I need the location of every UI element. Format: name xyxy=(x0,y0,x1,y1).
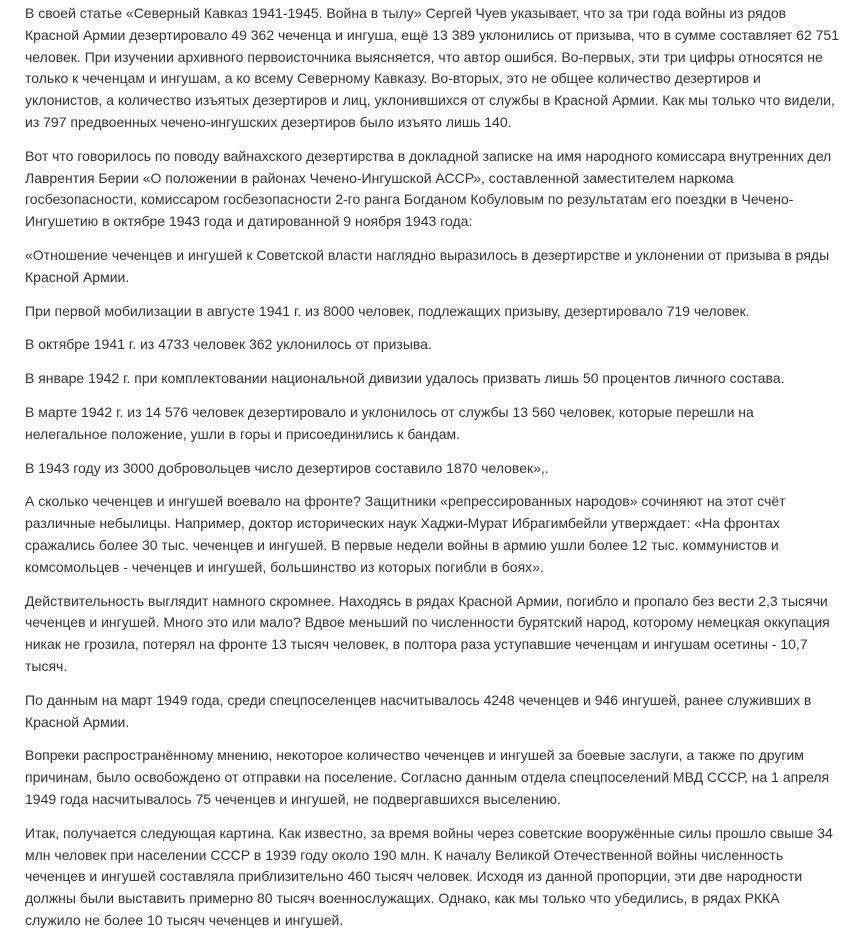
paragraph-conclusion: Итак, получается следующая картина. Как известно, за время войны через советские вооружённые силы прошло свыше 34 млн человек при населении СССР в 1939 году около 190 млн. К началу Великой Отечественной войны численность чеченцев и ингушей составляла приблизительно 460 тысяч человек. Исходя из данной пропорции, эти две народности должны были выставить примерно 80 тысяч военнослужащих. Однако, как мы только что убедились, в рядах РККА служило не более 10 тысяч чеченцев и ингушей. xyxy=(25,824,833,928)
paragraph-chuev-statistics: В своей статье «Северный Кавказ 1941-1945. Война в тылу» Сергей Чуев указывает, что за три года войны из рядов Красной Армии дезертировало 49 362 чеченца и ингуша, ещё 13 389 уклонились от призыва, что в сумме составляет 62 751 человек. При изучении архивного первоисточника выясняется, что автор ошибся. Во-первых, эти три цифры относятся не только к чеченцам и ингушам, а ко всему Северному Кавказу. Во-вторых, это не общее количество дезертиров и уклонистов, а количество изъятых дезертиров и лиц, уклонившихся от службы в Красной Армии. Как мы только что видели, из 797 предвоенных чечено-ингушских дезертиров было изъято лишь 140. xyxy=(25,5,839,130)
paragraph-quote-august-1941: При первой мобилизации в августе 1941 г. из 8000 человек, подлежащих призыву, дезертировало 719 человек. xyxy=(25,302,750,319)
paragraph-quote-january-1942: В январе 1942 г. при комплектовании национальной дивизии удалось призвать лишь 50 процентов личного состава. xyxy=(25,370,785,387)
paragraph-quote-march-1942: В марте 1942 г. из 14 576 человек дезертировало и уклонилось от службы 13 560 человек, которые перешли на нелегальное положение, ушли в горы и присоединились к бандам. xyxy=(25,403,754,442)
paragraph-quote-october-1941: В октябре 1941 г. из 4733 человек 362 уклонилось от призыва. xyxy=(25,336,432,353)
paragraph-exemptions: Вопреки распространённому мнению, некоторое количество чеченцев и ингушей за боевые заслуги, а также по другим причинам, было освобождено от отправки на поселение. Согласно данным отдела спецпоселений МВД СССР, на 1 апреля 1949 года насчитывалось 75 чеченцев и ингушей, не подвергавшихся выселению. xyxy=(25,747,830,807)
paragraph-quote-1943: В 1943 году из 3000 добровольцев число дезертиров составило 1870 человек»,. xyxy=(25,459,549,476)
paragraph-front-question: А сколько чеченцев и ингушей воевало на фронте? Защитники «репрессированных народов» сочиняют на этот счёт различные небылицы. Например, доктор исторических наук Хаджи-Мурат Ибрагимбейли утверждает: «На фронтах сражались более 30 тыс. чеченцев и ингушей. В первые недели войны в армию ушли более 12 тыс. коммунистов и комсомольцев - чеченцев и ингушей, большинство из которых погибли в боях». xyxy=(25,493,786,575)
paragraph-kobulov-report-intro: Вот что говорилось по поводу вайнахского дезертирства в докладной записке на имя народного комиссара внутренних дел Лаврентия Берии «О положении в районах Чечено-Ингушской АССР», составленной заместителем наркома госбезопасности, комиссаром госбезопасности 2-го ранга Богданом Кобуловым по результатам его поездки в Чечено-Ингушетию в октябре 1943 года и датированной 9 ноября 1943 года: xyxy=(25,147,832,230)
paragraph-quote-attitude: «Отношение чеченцев и ингушей к Советской власти наглядно выразилось в дезертирстве и уклонении от призыва в ряды Красной Армии. xyxy=(25,246,830,285)
paragraph-march-1949-data: По данным на март 1949 года, среди спецпоселенцев насчитывалось 4248 чеченцев и 946 ингушей, ранее служивших в Красной Армии. xyxy=(25,691,812,730)
paragraph-reality-losses: Действительность выглядит намного скромнее. Находясь в рядах Красной Армии, погибло и пропало без вести 2,3 тысячи чеченцев и ингушей. Много это или мало? Вдвое меньший по численности бурятский народ, которому немецкая оккупация никак не грозила, потерял на фронте 13 тысяч человек, в полтора раза уступавшие чеченцам и ингушам осетины - 10,7 тысяч. xyxy=(25,592,830,674)
